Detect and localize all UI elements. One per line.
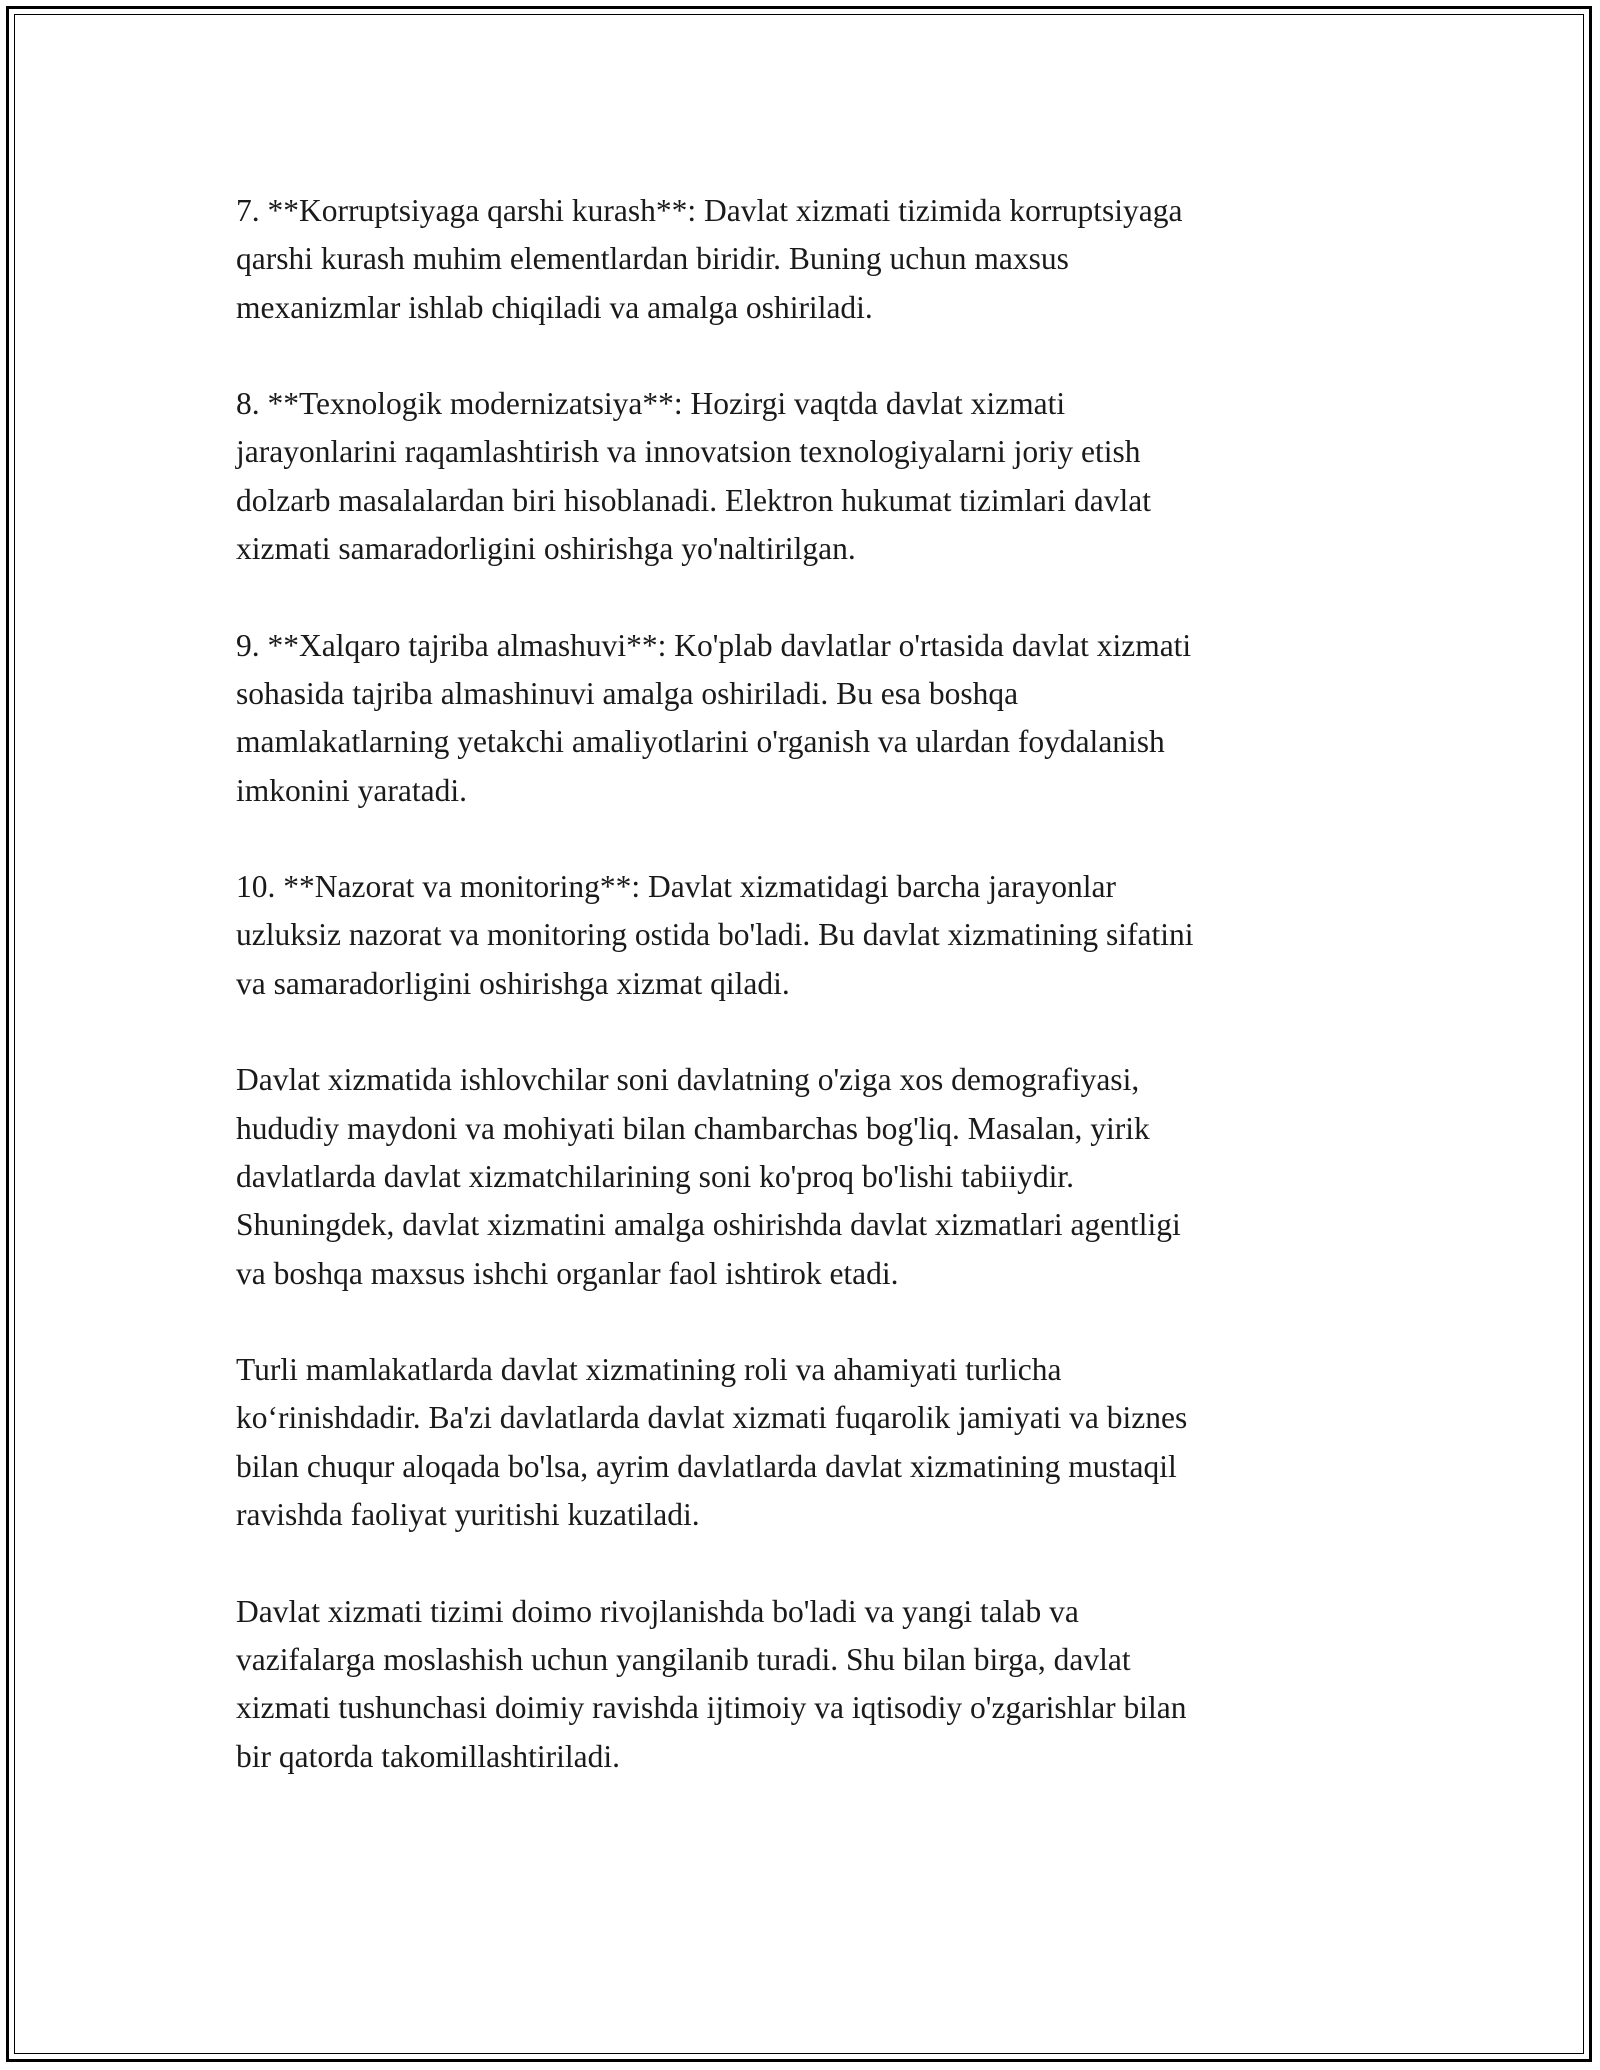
text-line: mexanizmlar ishlab chiqiladi va amalga oshiriladi. (236, 289, 873, 325)
text-line: uzluksiz nazorat va monitoring ostida bo'ladi. Bu davlat xizmatining sifatini (236, 917, 1194, 953)
text-line: bir qatorda takomillashtiriladi. (236, 1738, 621, 1774)
text-line: ko‘rinishdadir. Ba'zi davlatlarda davlat xizmati fuqarolik jamiyati va biznes (236, 1400, 1188, 1436)
text-line: Davlat xizmatida ishlovchilar soni davlatning o'ziga xos demografiyasi, (236, 1062, 1140, 1098)
text-line: hududiy maydoni va mohiyati bilan chambarchas bog'liq. Masalan, yirik (236, 1110, 1150, 1146)
paragraph-korruptsiya (236, 187, 1386, 332)
text-line: va samaradorligini oshirishga xizmat qiladi. (236, 965, 790, 1001)
text-line: bilan chuqur aloqada bo'lsa, ayrim davlatlarda davlat xizmatining mustaqil (236, 1448, 1177, 1484)
text-line: sohasida tajriba almashinuvi amalga oshiriladi. Bu esa boshqa (236, 675, 1019, 711)
text-line: 10. **Nazorat va monitoring**: Davlat xizmatidagi barcha jarayonlar (236, 869, 1116, 905)
text-line: qarshi kurash muhim elementlardan biridir. Buning uchun maxsus (236, 241, 1069, 277)
text-line: davlatlarda davlat xizmatchilarining soni ko'proq bo'lishi tabiiydir. (236, 1158, 1075, 1194)
text-line: imkonini yaratadi. (236, 772, 467, 808)
text-line: 9. **Xalqaro tajriba almashuvi**: Ko'plab davlatlar o'rtasida davlat xizmati (236, 627, 1192, 663)
text-line: Davlat xizmati tizimi doimo rivojlanishda bo'ladi va yangi talab va (236, 1593, 1079, 1629)
document-body (236, 187, 1386, 1829)
text-line: xizmati samaradorligini oshirishga yo'naltirilgan. (236, 531, 856, 567)
text-line: xizmati tushunchasi doimiy ravishda ijtimoiy va iqtisodiy o'zgarishlar bilan (236, 1690, 1187, 1726)
text-line: ravishda faoliyat yuritishi kuzatiladi. (236, 1497, 700, 1533)
text-line: Shuningdek, davlat xizmatini amalga oshirishda davlat xizmatlari agentligi (236, 1207, 1181, 1243)
paragraph-tizim (236, 1588, 1386, 1781)
paragraph-nazorat (236, 863, 1386, 1008)
paragraph-ishlovchilar (236, 1056, 1386, 1297)
text-line: dolzarb masalalardan biri hisoblanadi. Elektron hukumat tizimlari davlat (236, 482, 1151, 518)
paragraph-mamlakatlar (236, 1346, 1386, 1539)
paragraph-xalqaro (236, 622, 1386, 815)
text-line: jarayonlarini raqamlashtirish va innovatsion texnologiyalarni joriy etish (236, 434, 1141, 470)
text-line: 7. **Korruptsiyaga qarshi kurash**: Davlat xizmati tizimida korruptsiyaga (236, 193, 1183, 228)
text-line: Turli mamlakatlarda davlat xizmatining roli va ahamiyati turlicha (236, 1352, 1062, 1388)
text-line: 8. **Texnologik modernizatsiya**: Hozirgi vaqtda davlat xizmati (236, 386, 1066, 422)
text-line: vazifalarga moslashish uchun yangilanib turadi. Shu bilan birga, davlat (236, 1641, 1131, 1677)
text-line: va boshqa maxsus ishchi organlar faol ishtirok etadi. (236, 1255, 899, 1291)
paragraph-texnologik (236, 380, 1386, 573)
text-line: mamlakatlarning yetakchi amaliyotlarini o'rganish va ulardan foydalanish (236, 724, 1165, 760)
